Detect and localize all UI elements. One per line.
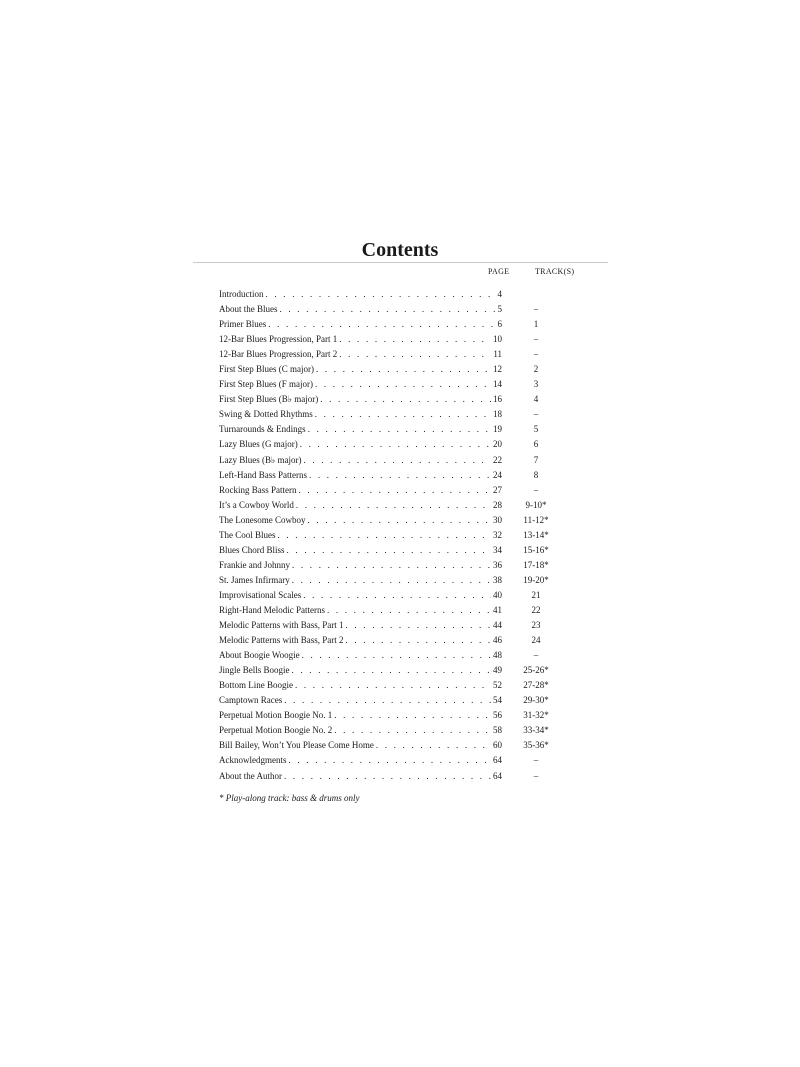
page-title: Contents	[361, 239, 439, 261]
toc-entry	[219, 753, 502, 768]
toc-row	[219, 543, 599, 558]
toc-entry-tracks: 17-18*	[523, 559, 549, 570]
toc-entry-page: 49	[493, 665, 502, 676]
dot-leader	[344, 633, 492, 648]
toc-row	[219, 558, 599, 573]
toc-entry-tracks: –	[533, 304, 539, 315]
toc-entry	[219, 528, 502, 543]
toc-entry-page: 28	[493, 499, 502, 510]
toc-entry-page: 27	[493, 484, 502, 495]
dot-leader	[344, 618, 492, 633]
toc-entry	[219, 723, 502, 738]
toc-row	[219, 678, 599, 693]
toc-entry	[219, 513, 502, 528]
toc-entry-title: It’s a Cowboy World	[219, 499, 294, 510]
dot-leader	[297, 483, 492, 498]
toc-entry-page: 12	[493, 364, 502, 375]
toc-entry-title: Blues Chord Bliss	[219, 544, 285, 555]
toc-entry-title: About the Author	[219, 770, 282, 781]
toc-entry	[219, 317, 502, 332]
toc-row	[219, 513, 599, 528]
toc-entry-title: First Step Blues (B♭ major)	[219, 394, 319, 405]
toc-entry-tracks: 5	[533, 424, 539, 435]
toc-entry-tracks: 22	[531, 605, 541, 615]
toc-row	[219, 633, 599, 648]
toc-entry-page: 64	[493, 755, 502, 766]
toc-entry	[219, 678, 502, 693]
toc-entry-title: Turnarounds & Endings	[219, 424, 306, 435]
dot-leader	[287, 753, 492, 768]
toc-entry	[219, 468, 502, 483]
toc-entry-title: Lazy Blues (B♭ major)	[219, 454, 302, 465]
toc-entry-page: 4	[497, 289, 502, 300]
toc-entry-tracks: 24	[531, 635, 541, 646]
dot-leader	[298, 437, 491, 452]
toc-entry-page: 14	[493, 379, 502, 390]
dot-leader	[332, 708, 491, 723]
toc-entry-page: 5	[497, 304, 502, 315]
toc-entry	[219, 663, 502, 678]
toc-row	[219, 723, 599, 738]
toc-entry-title: Frankie and Johnny	[219, 559, 290, 570]
toc-entry-tracks: –	[533, 650, 539, 661]
dot-leader	[301, 588, 491, 603]
page-column-header: PAGE	[488, 267, 510, 276]
toc-entry-tracks: –	[533, 484, 539, 495]
toc-entry	[219, 498, 502, 513]
toc-entry-tracks: 21	[531, 589, 541, 600]
toc-entry-title: The Cool Blues	[219, 529, 276, 540]
contents-list	[219, 287, 599, 784]
toc-entry	[219, 302, 502, 317]
toc-entry-page: 38	[493, 574, 502, 585]
toc-entry-title: Camptown Races	[219, 695, 283, 706]
toc-entry-title: Melodic Patterns with Bass, Part 2	[219, 635, 344, 646]
dot-leader	[294, 498, 491, 513]
toc-entry	[219, 618, 502, 633]
footnote: * Play-along track: bass & drums only	[219, 793, 360, 803]
toc-row	[219, 528, 599, 543]
toc-row	[219, 738, 599, 753]
toc-entry-title: Bill Bailey, Won’t You Please Come Home	[219, 740, 374, 751]
toc-row	[219, 693, 599, 708]
toc-row	[219, 573, 599, 588]
dot-leader	[276, 528, 492, 543]
toc-entry-tracks: 6	[533, 439, 539, 450]
toc-row	[219, 483, 599, 498]
dot-leader	[282, 769, 491, 784]
toc-entry-title: First Step Blues (C major)	[219, 364, 314, 375]
toc-entry-title: About the Blues	[219, 304, 278, 315]
toc-entry-tracks: 29-30*	[523, 695, 549, 706]
toc-entry-title: The Lonesome Cowboy	[219, 514, 306, 525]
toc-entry-page: 16	[493, 394, 502, 405]
toc-entry	[219, 332, 502, 347]
toc-row	[219, 437, 599, 452]
toc-entry-tracks: –	[533, 755, 539, 766]
toc-row	[219, 407, 599, 422]
toc-row	[219, 332, 599, 347]
title-divider	[193, 262, 608, 263]
toc-entry	[219, 407, 502, 422]
toc-entry-tracks: 19-20*	[523, 574, 549, 585]
toc-entry-tracks: 4	[533, 394, 539, 405]
toc-entry	[219, 483, 502, 498]
dot-leader	[313, 377, 491, 392]
toc-entry-title: Rocking Bass Pattern	[219, 484, 297, 495]
toc-entry-page: 40	[493, 589, 502, 600]
dot-leader	[305, 513, 491, 528]
toc-row	[219, 769, 599, 784]
dot-leader	[307, 468, 491, 483]
dot-leader	[264, 287, 496, 302]
toc-entry	[219, 603, 502, 618]
dot-leader	[318, 392, 491, 407]
toc-entry-tracks: –	[533, 334, 539, 345]
toc-entry	[219, 588, 502, 603]
toc-row	[219, 753, 599, 768]
toc-entry-tracks: 33-34*	[523, 725, 549, 736]
toc-entry-title: Left-Hand Bass Patterns	[219, 469, 307, 480]
tracks-column-header: TRACK(S)	[535, 267, 575, 276]
toc-entry	[219, 738, 502, 753]
toc-entry-tracks: 27-28*	[523, 680, 549, 691]
toc-entry-page: 41	[493, 605, 502, 615]
toc-row	[219, 468, 599, 483]
toc-entry-tracks: 3	[533, 379, 539, 390]
toc-row	[219, 422, 599, 437]
dot-leader	[290, 573, 491, 588]
toc-row	[219, 302, 599, 317]
toc-row	[219, 603, 599, 618]
toc-entry-page: 19	[493, 424, 502, 435]
dot-leader	[282, 693, 491, 708]
dot-leader	[285, 543, 491, 558]
toc-entry	[219, 453, 502, 468]
toc-entry-title: Swing & Dotted Rhythms	[219, 409, 313, 420]
toc-entry-page: 44	[493, 620, 502, 631]
dot-leader	[306, 422, 491, 437]
toc-entry	[219, 392, 502, 407]
toc-entry-title: 12-Bar Blues Progression, Part 2	[219, 349, 338, 360]
toc-entry-tracks: 13-14*	[523, 529, 549, 540]
toc-entry-tracks: 8	[533, 469, 539, 480]
toc-entry-title: About Boogie Woogie	[219, 650, 300, 661]
toc-entry-page: 10	[493, 334, 502, 345]
toc-row	[219, 287, 599, 302]
toc-entry-title: Jingle Bells Boogie	[219, 665, 290, 676]
toc-entry	[219, 633, 502, 648]
toc-entry-page: 6	[497, 319, 502, 330]
toc-entry-title: Right-Hand Melodic Patterns	[219, 605, 325, 615]
toc-entry-page: 48	[493, 650, 502, 661]
toc-entry-page: 11	[493, 349, 502, 360]
toc-entry-page: 60	[493, 740, 502, 751]
toc-entry	[219, 693, 502, 708]
toc-entry	[219, 558, 502, 573]
toc-row	[219, 663, 599, 678]
toc-entry-title: Improvisational Scales	[219, 589, 302, 600]
toc-entry-title: Introduction	[219, 289, 264, 300]
toc-entry	[219, 437, 502, 452]
toc-row	[219, 648, 599, 663]
dot-leader	[332, 723, 491, 738]
dot-leader	[314, 362, 491, 377]
toc-entry	[219, 573, 502, 588]
toc-entry-page: 32	[493, 529, 502, 540]
toc-entry-page: 52	[493, 680, 502, 691]
toc-entry-title: First Step Blues (F major)	[219, 379, 313, 390]
toc-entry-page: 54	[493, 695, 502, 706]
toc-entry-title: Lazy Blues (G major)	[219, 439, 298, 450]
toc-entry	[219, 769, 502, 784]
toc-row	[219, 708, 599, 723]
dot-leader	[337, 347, 491, 362]
toc-entry	[219, 287, 502, 302]
toc-entry-tracks: 2	[533, 364, 539, 375]
toc-row	[219, 392, 599, 407]
toc-entry-tracks: 25-26*	[523, 665, 549, 676]
dot-leader	[290, 663, 492, 678]
toc-entry	[219, 347, 502, 362]
toc-row	[219, 453, 599, 468]
toc-entry	[219, 708, 502, 723]
toc-entry-page: 22	[493, 454, 502, 465]
toc-entry-tracks: –	[533, 349, 539, 360]
toc-entry-tracks: –	[533, 770, 539, 781]
toc-row	[219, 498, 599, 513]
toc-entry-page: 34	[493, 544, 502, 555]
toc-entry-page: 64	[493, 770, 502, 781]
toc-entry-tracks: 11-12*	[523, 514, 549, 525]
dot-leader	[266, 317, 495, 332]
toc-entry-tracks: 7	[533, 454, 539, 465]
toc-row	[219, 588, 599, 603]
toc-entry-tracks: 1	[533, 319, 539, 330]
dot-leader	[278, 302, 496, 317]
dot-leader	[290, 558, 491, 573]
toc-entry	[219, 543, 502, 558]
toc-entry	[219, 648, 502, 663]
toc-entry-page: 18	[493, 409, 502, 420]
toc-entry-page: 30	[493, 514, 502, 525]
toc-entry-title: Melodic Patterns with Bass, Part 1	[219, 620, 344, 631]
toc-entry	[219, 362, 502, 377]
toc-entry-title: Bottom Line Boogie	[219, 680, 293, 691]
toc-entry	[219, 422, 502, 437]
dot-leader	[313, 407, 491, 422]
toc-entry-tracks: 31-32*	[523, 710, 549, 721]
toc-entry-page: 20	[493, 439, 502, 450]
dot-leader	[325, 603, 491, 618]
toc-entry	[219, 377, 502, 392]
dot-leader	[374, 738, 491, 753]
toc-row	[219, 362, 599, 377]
toc-entry-tracks: 35-36*	[523, 740, 549, 751]
toc-entry-page: 24	[493, 469, 502, 480]
toc-entry-title: 12-Bar Blues Progression, Part 1	[219, 334, 338, 345]
toc-entry-tracks: 23	[531, 620, 541, 631]
toc-entry-title: Perpetual Motion Boogie No. 2	[219, 725, 333, 736]
toc-entry-title: Primer Blues	[219, 319, 267, 330]
toc-entry-page: 36	[493, 559, 502, 570]
toc-entry-title: Acknowledgments	[219, 755, 287, 766]
toc-entry-tracks: –	[533, 409, 539, 420]
toc-entry-page: 46	[493, 635, 502, 646]
dot-leader	[301, 453, 491, 468]
toc-entry-page: 58	[493, 725, 502, 736]
toc-entry-tracks: 15-16*	[523, 544, 549, 555]
toc-entry-title: Perpetual Motion Boogie No. 1	[219, 710, 333, 721]
dot-leader	[337, 332, 491, 347]
dot-leader	[300, 648, 491, 663]
toc-row	[219, 377, 599, 392]
dot-leader	[293, 678, 491, 693]
toc-entry-page: 56	[493, 710, 502, 721]
toc-row	[219, 347, 599, 362]
toc-entry-tracks: 9-10*	[525, 499, 547, 510]
toc-row	[219, 317, 599, 332]
toc-entry-title: St. James Infirmary	[219, 574, 290, 585]
toc-row	[219, 618, 599, 633]
